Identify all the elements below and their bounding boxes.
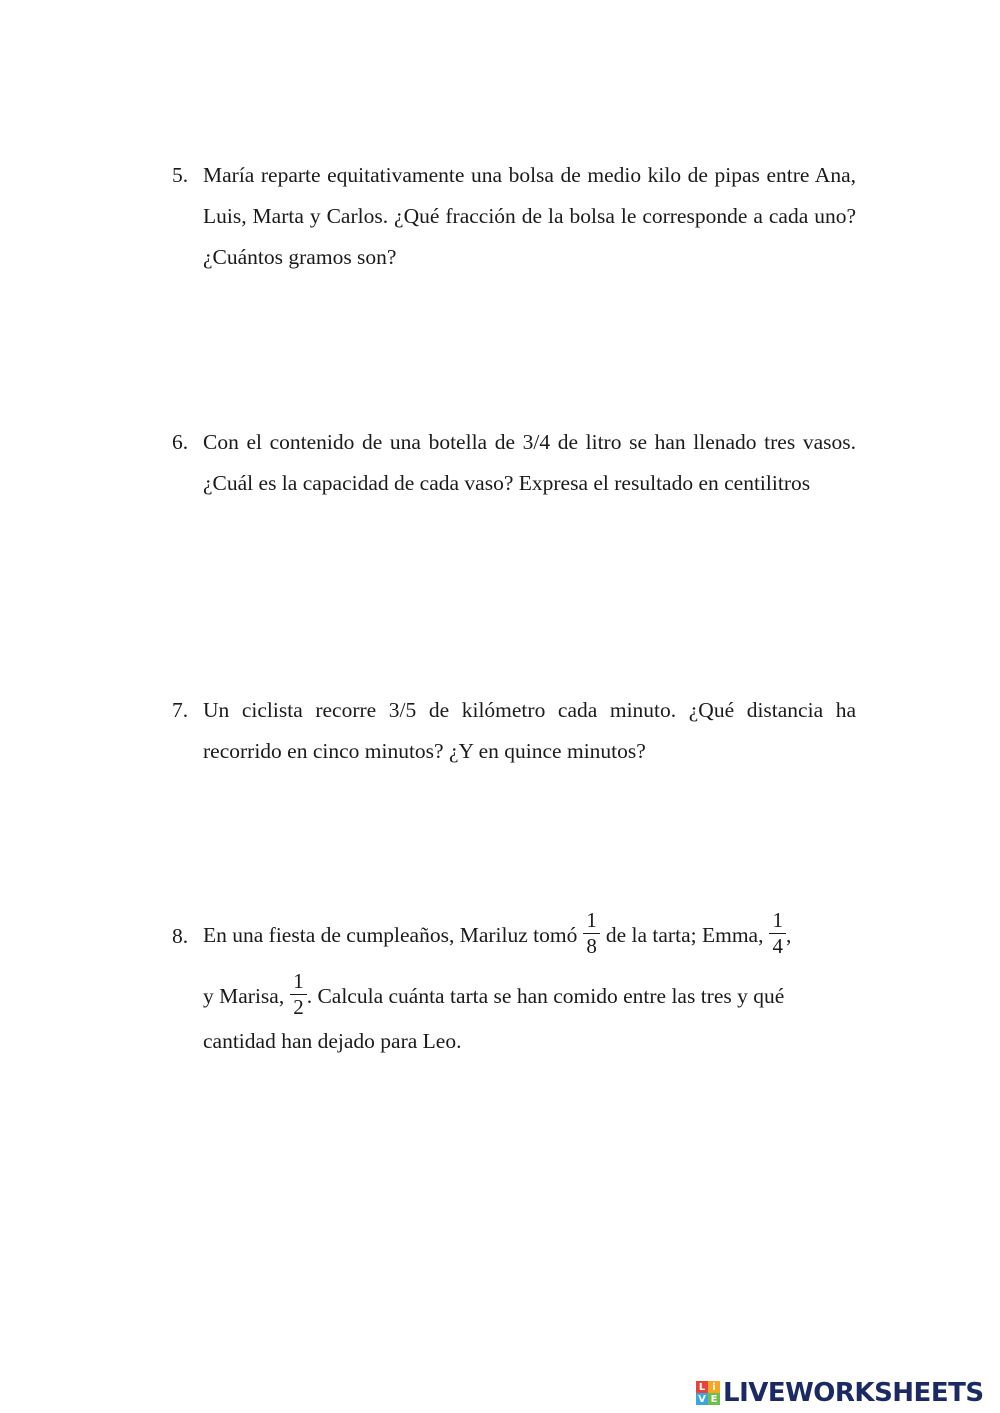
liveworksheets-brand [696, 1378, 984, 1408]
logo-letter: V [696, 1393, 708, 1405]
text-segment: , [785, 923, 792, 947]
logo-letter: i [708, 1381, 720, 1393]
problem-5 [172, 155, 856, 278]
problem-text [203, 905, 856, 1055]
fraction-numerator: 1 [290, 971, 307, 995]
problem-line [203, 1027, 856, 1055]
brand-name: LIVEWORKSHEETS [723, 1378, 984, 1408]
text-segment: y Marisa, [203, 984, 285, 1008]
problem-8 [172, 905, 856, 1055]
liveworksheets-logo-icon [696, 1381, 720, 1405]
problem-line [203, 965, 856, 1027]
fraction-denominator: 4 [772, 933, 783, 958]
text-segment: . Calcula cuánta tarta se han comido entre las tres y qué [306, 984, 785, 1008]
text-segment: En una fiesta de cumpleaños, Mariluz tomó [203, 923, 578, 947]
text-segment: de la tarta; Emma, [605, 923, 764, 947]
text-segment: cantidad han dejado para Leo. [203, 1029, 462, 1053]
fraction-one-quarter [769, 907, 786, 958]
problem-number: 8. [172, 924, 189, 948]
problem-number: 6. [172, 430, 189, 454]
problem-number: 7. [172, 698, 189, 722]
problem-line [203, 905, 856, 965]
problem-text: Con el contenido de una botella de 3/4 de litro se han llenado tres vasos. ¿Cuál es la capacidad de cada vaso? Expresa el resultado en centilitros [203, 430, 856, 495]
logo-letter: L [696, 1381, 708, 1393]
fraction-one-half [290, 968, 307, 1019]
fraction-denominator: 8 [586, 933, 597, 958]
fraction-denominator: 2 [293, 994, 304, 1019]
fraction-numerator: 1 [583, 910, 600, 934]
problem-text: María reparte equitativamente una bolsa de medio kilo de pipas entre Ana, Luis, Marta y Carlos. ¿Qué fracción de la bolsa le corresponde a cada uno? ¿Cuántos gramos son? [203, 163, 856, 269]
problem-6 [172, 422, 856, 504]
logo-letter: E [708, 1393, 720, 1405]
fraction-numerator: 1 [769, 910, 786, 934]
fraction-one-eighth [583, 907, 600, 958]
problem-7 [172, 690, 856, 772]
problem-text: Un ciclista recorre 3/5 de kilómetro cada minuto. ¿Qué distancia ha recorrido en cinco minutos? ¿Y en quince minutos? [203, 698, 856, 763]
problem-number: 5. [172, 163, 189, 187]
